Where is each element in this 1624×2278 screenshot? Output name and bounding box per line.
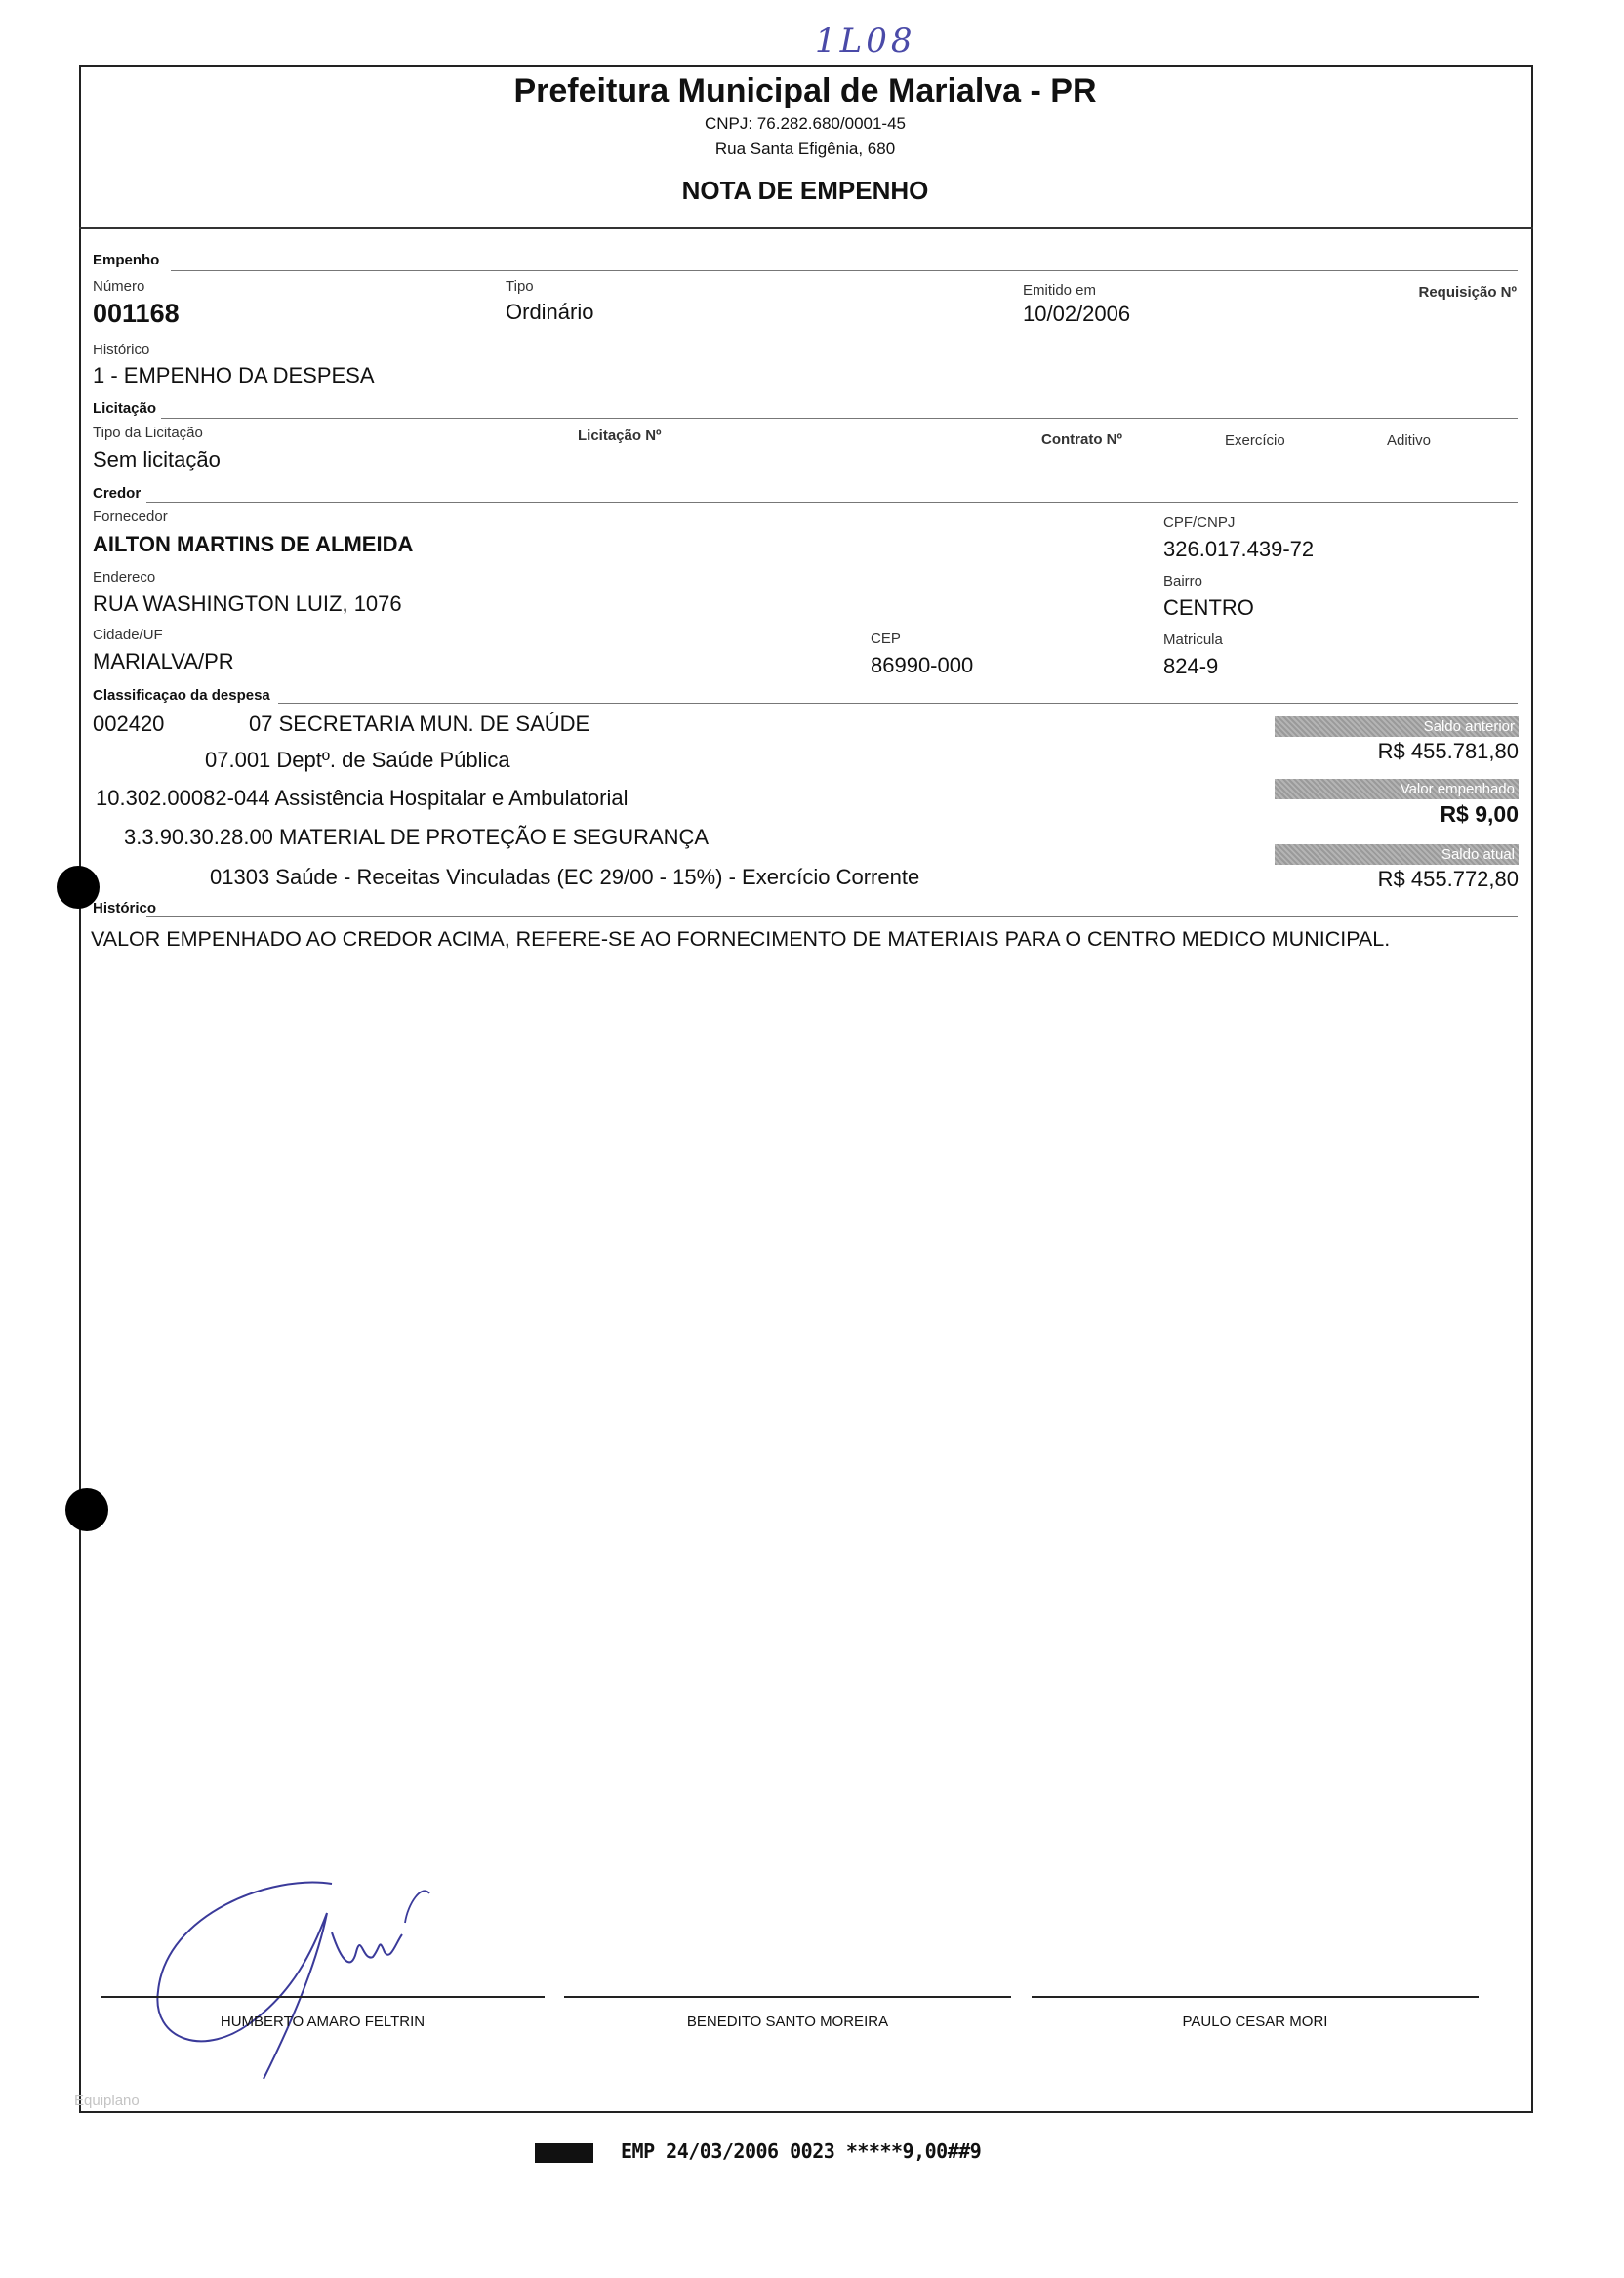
saldo-anterior-label: Saldo anterior <box>1275 716 1519 737</box>
valor-empenhado-value: R$ 9,00 <box>1440 801 1519 827</box>
saldo-atual-label: Saldo atual <box>1275 844 1519 865</box>
saldo-anterior-value: R$ 455.781,80 <box>1377 739 1519 763</box>
cpf-label: CPF/CNPJ <box>1163 514 1236 531</box>
cidade-label: Cidade/UF <box>93 627 163 643</box>
aditivo-label: Aditivo <box>1387 432 1432 449</box>
tipo-label: Tipo <box>506 278 534 295</box>
contrato-label: Contrato Nº <box>1041 431 1122 448</box>
signature-line-2 <box>564 1996 1011 1998</box>
cep-value: 86990-000 <box>871 653 974 677</box>
classificacao-code: 002420 <box>93 712 165 736</box>
cnpj-text: CNPJ: 76.282.680/0001-45 <box>704 114 907 133</box>
footer-brand: Equiplano <box>74 2093 140 2109</box>
section-licitacao: Licitação <box>93 400 157 417</box>
bairro-value: CENTRO <box>1163 595 1254 620</box>
tipo-value: Ordinário <box>506 300 594 324</box>
numero-label: Número <box>93 278 145 295</box>
exercicio-label: Exercício <box>1225 432 1285 449</box>
classificacao-divider <box>278 703 1518 704</box>
bairro-label: Bairro <box>1163 573 1203 590</box>
punch-hole-bottom <box>65 1488 108 1531</box>
address-text: Rua Santa Efigênia, 680 <box>714 140 896 158</box>
historico-empenho-value: 1 - EMPENHO DA DESPESA <box>93 363 375 387</box>
licitacao-divider <box>161 418 1518 419</box>
signature-line-1 <box>101 1996 545 1998</box>
historico-empenho-label: Histórico <box>93 342 150 358</box>
punch-hole-top <box>57 866 100 909</box>
signature-name-1: HUMBERTO AMARO FELTRIN <box>220 2014 426 2030</box>
classificacao-line-1: 07 SECRETARIA MUN. DE SAÚDE <box>249 712 590 736</box>
header-divider <box>79 227 1533 229</box>
signature-line-3 <box>1032 1996 1479 1998</box>
classificacao-line-4: 3.3.90.30.28.00 MATERIAL DE PROTEÇÃO E SEGURANÇA <box>124 825 710 849</box>
signature-name-3: PAULO CESAR MORI <box>1182 2014 1328 2030</box>
section-credor: Credor <box>93 485 142 502</box>
requisicao-label: Requisição Nº <box>1418 284 1517 301</box>
tipo-licitacao-value: Sem licitação <box>93 447 221 471</box>
matricula-label: Matricula <box>1163 631 1223 648</box>
section-empenho: Empenho <box>93 252 160 268</box>
section-historico: Histórico <box>93 900 157 916</box>
emitido-value: 10/02/2006 <box>1023 302 1131 326</box>
endereco-value: RUA WASHINGTON LUIZ, 1076 <box>93 591 402 616</box>
page-title: Prefeitura Municipal de Marialva - PR <box>513 72 1097 109</box>
endereco-label: Endereco <box>93 569 156 586</box>
cpf-value: 326.017.439-72 <box>1163 537 1315 561</box>
classificacao-line-3: 10.302.00082-044 Assistência Hospitalar e Ambulatorial <box>96 786 629 810</box>
matricula-value: 824-9 <box>1163 654 1219 678</box>
empenho-divider <box>171 270 1518 271</box>
tipo-licitacao-label: Tipo da Licitação <box>93 425 203 441</box>
credor-divider <box>146 502 1518 503</box>
cidade-value: MARIALVA/PR <box>93 649 234 673</box>
handwritten-page-number: 1L08 <box>815 21 916 61</box>
classificacao-line-2: 07.001 Deptº. de Saúde Pública <box>205 748 510 772</box>
valor-empenhado-label: Valor empenhado <box>1275 779 1519 799</box>
fornecedor-value: AILTON MARTINS DE ALMEIDA <box>93 532 414 556</box>
saldo-atual-value: R$ 455.772,80 <box>1377 867 1519 891</box>
stamp-text: EMP 24/03/2006 0023 *****9,00##9 <box>621 2139 982 2163</box>
fornecedor-label: Fornecedor <box>93 508 168 525</box>
document-title: NOTA DE EMPENHO <box>681 176 929 205</box>
stamp-logo <box>535 2143 593 2163</box>
licitacao-numero-label: Licitação Nº <box>578 427 662 444</box>
historico-text: VALOR EMPENHADO AO CREDOR ACIMA, REFERE-SE AO FORNECIMENTO DE MATERIAIS PARA O CENTRO MEDICO MUNICIPAL. <box>91 927 1391 951</box>
section-classificacao: Classificaçao da despesa <box>93 687 270 704</box>
emitido-label: Emitido em <box>1023 282 1097 299</box>
numero-value: 001168 <box>93 299 180 328</box>
cep-label: CEP <box>871 631 901 647</box>
handwritten-signature <box>146 1845 468 2098</box>
historico-divider <box>146 916 1518 917</box>
classificacao-line-5: 01303 Saúde - Receitas Vinculadas (EC 29/00 - 15%) - Exercício Corrente <box>210 865 920 889</box>
signature-name-2: BENEDITO SANTO MOREIRA <box>686 2014 889 2030</box>
